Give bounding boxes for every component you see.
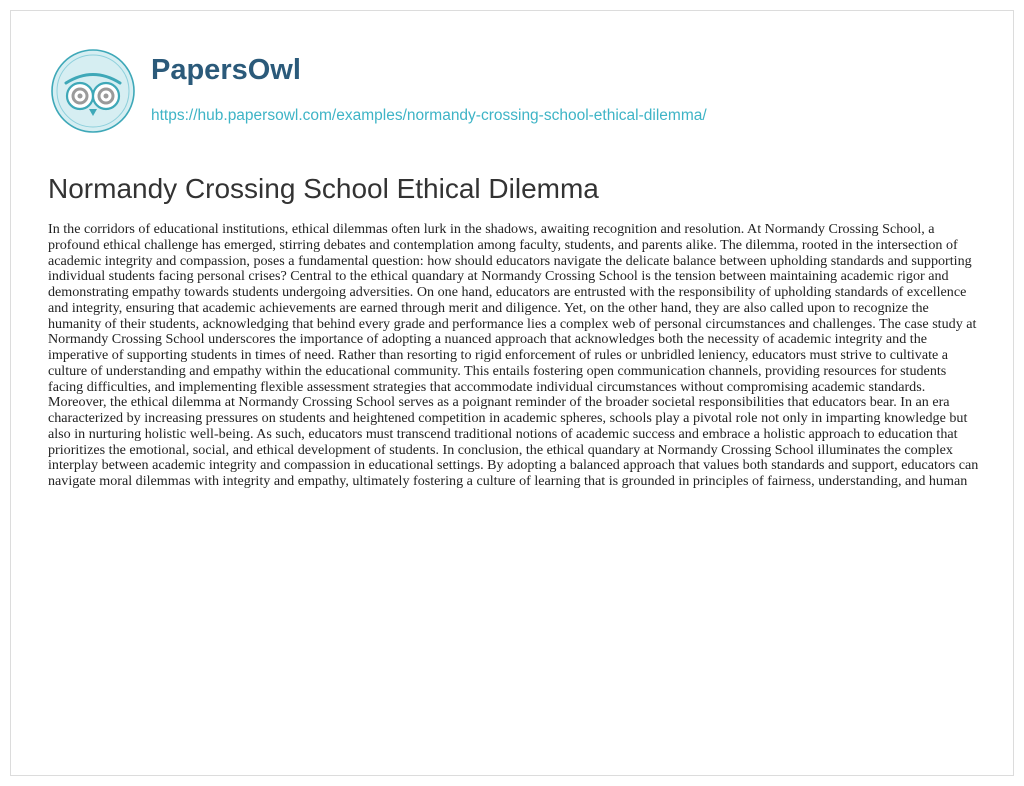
brand-name[interactable]: PapersOwl: [151, 54, 301, 86]
header: [48, 46, 978, 146]
source-url-link[interactable]: https://hub.papersowl.com/examples/normandy-crossing-school-ethical-dilemma/: [151, 107, 707, 124]
owl-logo-icon[interactable]: [48, 46, 138, 136]
article-body: In the corridors of educational institutions, ethical dilemmas often lurk in the shadows, awaiting recognition and resolution. At Normandy Crossing School, a profound ethical challenge has emerged, stirring debates and contemplation among faculty, students, and parents alike. The dilemma, rooted in the intersection of academic integrity and compassion, poses a fundamental question: how should educators navigate the delicate balance between upholding standards and supporting individual students facing personal crises? Central to the ethical quandary at Normandy Crossing School is the tension between maintaining academic rigor and demonstrating empathy towards students undergoing adversities. On one hand, educators are entrusted with the responsibility of upholding standards of excellence and integrity, ensuring that academic achievements are earned through merit and diligence. Yet, on the other hand, they are also called upon to recognize the humanity of their students, acknowledging that behind every grade and performance lies a complex web of personal circumstances and challenges. The case study at Normandy Crossing School underscores the importance of adopting a nuanced approach that acknowledges both the necessity of academic integrity and the imperative of supporting students in times of need. Rather than resorting to rigid enforcement of rules or unbridled leniency, educators must strive to cultivate a culture of understanding and empathy within the educational community. This entails fostering open communication channels, providing resources for students facing difficulties, and implementing flexible assessment strategies that accommodate individual circumstances without compromising academic standards. Moreover, the ethical dilemma at Normandy Crossing School serves as a poignant reminder of the broader societal responsibilities that educators bear. In an era characterized by increasing pressures on students and heightened competition in academic spheres, schools play a pivotal role not only in imparting knowledge but also in nurturing holistic well-being. As such, educators must transcend traditional notions of academic success and embrace a holistic approach to education that prioritizes the emotional, social, and ethical development of students. In conclusion, the ethical quandary at Normandy Crossing School illuminates the complex interplay between academic integrity and compassion in educational settings. By adopting a balanced approach that values both standards and support, educators can navigate moral dilemmas with integrity and empathy, ultimately fostering a culture of learning that is grounded in principles of fairness, understanding, and human: [48, 221, 979, 489]
page-title: Normandy Crossing School Ethical Dilemma: [48, 173, 599, 204]
